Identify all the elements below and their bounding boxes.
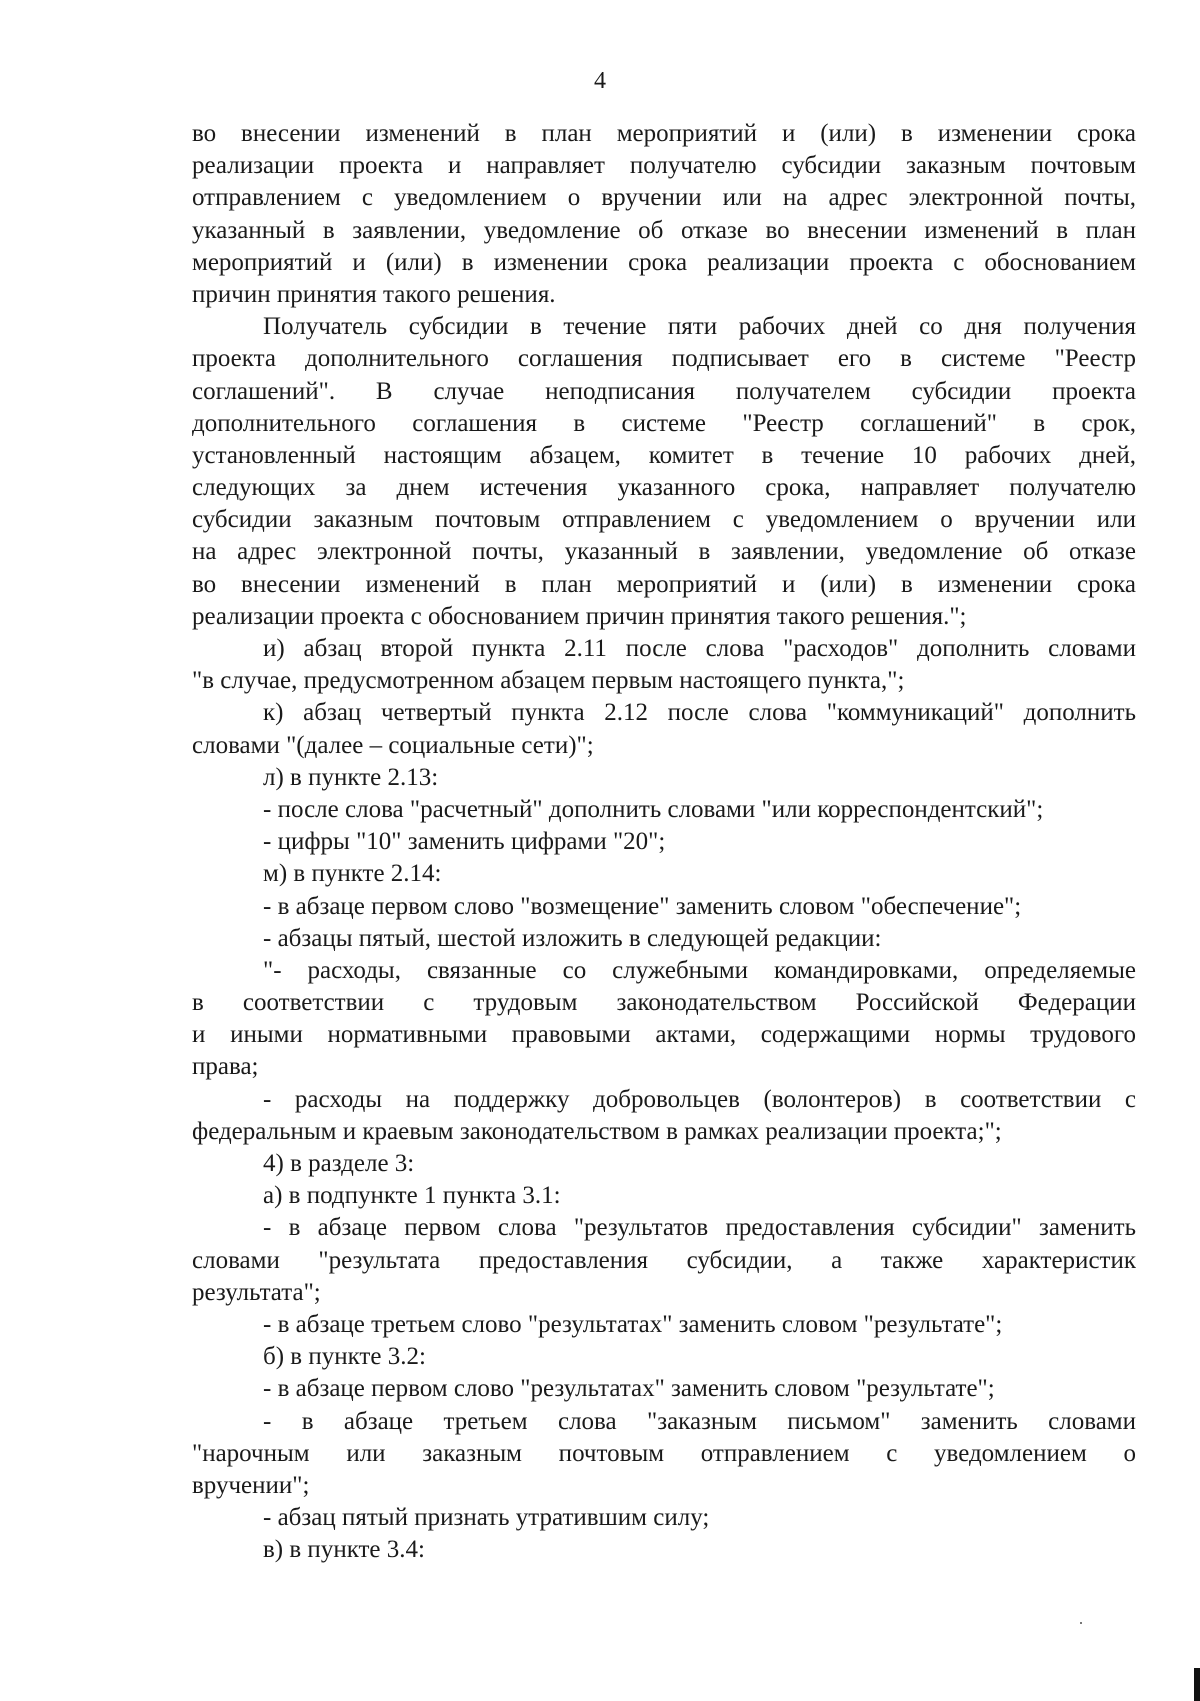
document-body (192, 118, 1136, 1566)
text-line: федеральным и краевым законодательством в рамках реализации проекта;"; (192, 1117, 1002, 1145)
text-line: Получатель субсидии в течение пяти рабочих дней со дня получения (263, 313, 1136, 341)
text-line: установленный настоящим абзацем, комитет в течение 10 рабочих дней, (192, 441, 1136, 469)
text-line: дополнительного соглашения в системе "Реестр соглашений" в срок, (192, 409, 1136, 437)
text-line: - в абзаце первом слово "результатах" заменить словом "результате"; (263, 1375, 995, 1403)
text-line: "нарочным или заказным почтовым отправлением с уведомлением о (192, 1439, 1136, 1467)
text-line: соглашений". В случае неподписания получателем субсидии проекта (192, 377, 1136, 405)
text-line: реализации проекта с обоснованием причин принятия такого решения."; (192, 602, 967, 630)
text-line: - после слова "расчетный" дополнить словами "или корреспондентский"; (263, 795, 1044, 823)
text-line: во внесении изменений в план мероприятий и (или) в изменении срока (192, 120, 1136, 147)
text-line: б) в пункте 3.2: (263, 1343, 426, 1371)
text-line: а) в подпункте 1 пункта 3.1: (263, 1182, 561, 1210)
scan-speck (1080, 1622, 1082, 1624)
text-line: отправлением с уведомлением о вручении или на адрес электронной почты, (192, 184, 1136, 212)
text-line: права; (192, 1053, 259, 1081)
text-line: на адрес электронной почты, указанный в заявлении, уведомление об отказе (192, 538, 1136, 566)
text-line: - цифры "10" заменить цифрами "20"; (263, 828, 666, 856)
text-line: - абзацы пятый, шестой изложить в следующей редакции: (263, 924, 882, 952)
text-line: - абзац пятый признать утратившим силу; (263, 1504, 710, 1532)
text-line: м) в пункте 2.14: (263, 860, 442, 888)
text-line: вручении"; (192, 1471, 310, 1499)
text-line: "- расходы, связанные со служебными командировками, определяемые (263, 956, 1136, 984)
text-line: результата"; (192, 1278, 321, 1306)
text-line: - в абзаце третьем слова "заказным письмом" заменить словами (263, 1407, 1136, 1435)
text-line: субсидии заказным почтовым отправлением с уведомлением о вручении или (192, 506, 1136, 534)
text-line: - в абзаце третьем слово "результатах" заменить словом "результате"; (263, 1310, 1003, 1338)
text-line: в соответствии с трудовым законодательством Российской Федерации (192, 989, 1136, 1017)
text-line: словами "(далее – социальные сети)"; (192, 731, 594, 759)
text-line: словами "результата предоставления субсидии, а также характеристик (192, 1246, 1136, 1274)
text-line: следующих за днем истечения указанного срока, направляет получателю (192, 474, 1136, 502)
text-line: - в абзаце первом слова "результатов предоставления субсидии" заменить (263, 1214, 1136, 1242)
text-line: 4) в разделе 3: (263, 1150, 415, 1177)
text-line: проекта дополнительного соглашения подписывает его в системе "Реестр (192, 345, 1136, 373)
text-line: к) абзац четвертый пункта 2.12 после слова "коммуникаций" дополнить (263, 699, 1136, 727)
text-line: л) в пункте 2.13: (263, 763, 439, 791)
page-number: 4 (594, 68, 606, 94)
text-line: - расходы на поддержку добровольцев (волонтеров) в соответствии с (263, 1085, 1136, 1113)
text-line: "в случае, предусмотренном абзацем первым настоящего пункта,"; (192, 667, 905, 695)
text-line: во внесении изменений в план мероприятий и (или) в изменении срока (192, 570, 1136, 598)
text-line: - в абзаце первом слово "возмещение" заменить словом "обеспечение"; (263, 892, 1022, 920)
text-line: в) в пункте 3.4: (263, 1536, 425, 1564)
text-line: указанный в заявлении, уведомление об отказе во внесении изменений в план (192, 216, 1136, 244)
scan-edge-mark (1194, 1668, 1200, 1701)
text-line: причин принятия такого решения. (192, 280, 556, 308)
text-line: мероприятий и (или) в изменении срока реализации проекта с обоснованием (192, 248, 1136, 276)
text-line: и иными нормативными правовыми актами, содержащими нормы трудового (192, 1021, 1136, 1049)
text-line: и) абзац второй пункта 2.11 после слова "расходов" дополнить словами (263, 635, 1136, 662)
text-line: реализации проекта и направляет получателю субсидии заказным почтовым (192, 152, 1136, 180)
